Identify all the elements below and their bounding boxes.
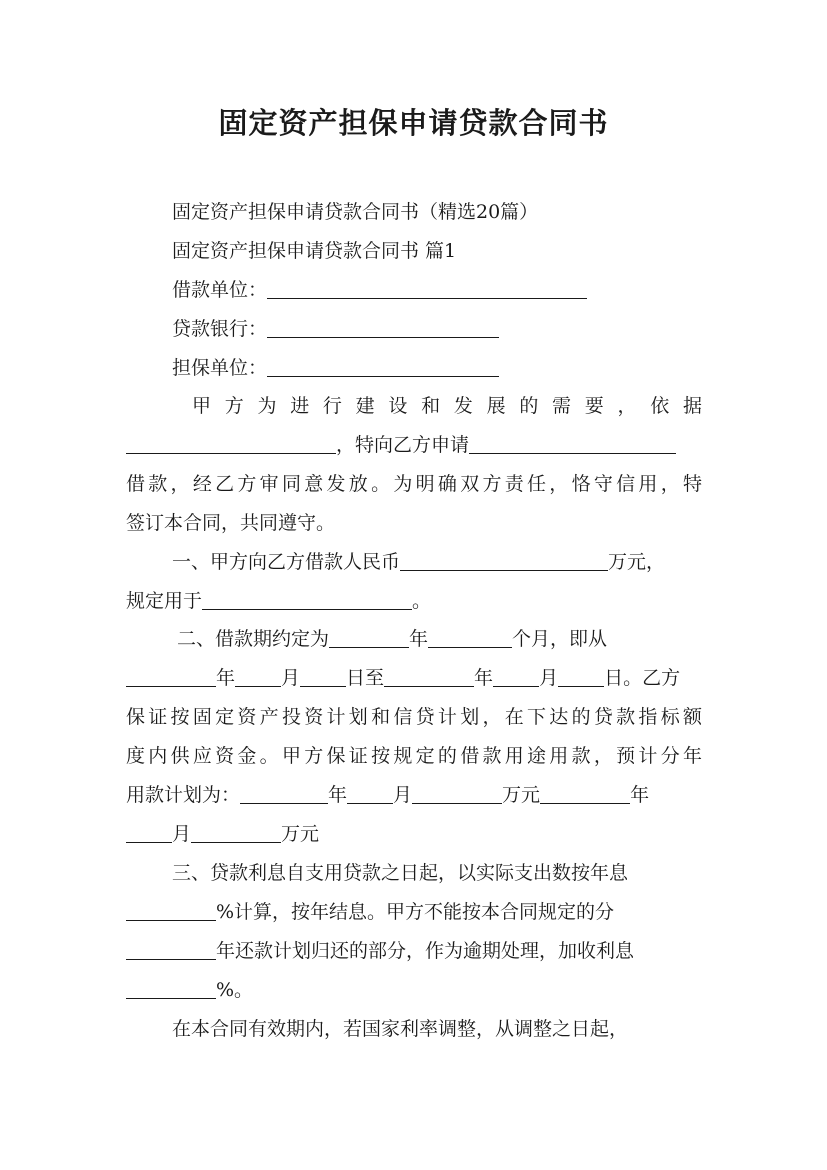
plan-month-1-blank	[347, 783, 393, 804]
clause3-line4-end: %。	[216, 979, 254, 1001]
section-heading: 固定资产担保申请贷款合同书 篇1	[172, 240, 457, 262]
intro-line-2	[126, 432, 702, 458]
intro-line-2-text: ，特向乙方申请	[336, 434, 470, 456]
borrower-blank	[267, 278, 587, 299]
clause2-day-to: 日至	[346, 667, 385, 689]
plan-amount-1-blank	[412, 783, 502, 804]
interest-rate-blank	[126, 900, 216, 921]
clause2-line1-start: 二、借款期约定为	[177, 628, 330, 650]
clause1-line1-end: 万元，	[608, 551, 666, 573]
clause3-line2-end: %计算，按年结息。甲方不能按本合同规定的分	[216, 901, 615, 923]
loan-amount-blank	[400, 550, 608, 571]
clause2-year-2: 年	[216, 667, 236, 689]
clause2-month-3: 月	[393, 784, 413, 806]
clause2-month-4: 月	[172, 823, 192, 845]
term-months-blank	[428, 627, 512, 648]
end-month-blank	[493, 666, 539, 687]
clause1-line-2	[126, 588, 702, 614]
end-year-blank	[384, 666, 474, 687]
plan-amount-2-blank	[191, 822, 281, 843]
clause2-line-5	[126, 782, 702, 808]
start-day-blank	[300, 666, 346, 687]
clause3-line3-end: 年还款计划归还的部分，作为逾期处理，加收利息	[216, 940, 635, 962]
clause3-line-4	[126, 977, 702, 1003]
borrower-line	[172, 277, 712, 303]
intro-line-4: 签订本合同，共同遵守。	[126, 512, 336, 534]
clause2-line-4: 度内供应资金。甲方保证按规定的借款用途用款，预计分年	[126, 745, 702, 767]
clause2-year-3: 年	[474, 667, 494, 689]
clause2-month-2: 月	[539, 667, 559, 689]
clause2-line5-start: 用款计划为：	[126, 784, 241, 806]
lender-line	[172, 316, 712, 342]
plan-year-2-blank	[540, 783, 630, 804]
installment-blank	[126, 939, 216, 960]
clause2-line-1	[177, 626, 707, 652]
guarantor-line	[172, 355, 712, 381]
clause1-line1-start: 一、甲方向乙方借款人民币	[172, 551, 401, 573]
final-line: 在本合同有效期内，若国家利率调整，从调整之日起，	[172, 1018, 629, 1040]
end-day-blank	[558, 666, 604, 687]
clause3-line-1: 三、贷款利息自支用贷款之日起，以实际支出数按年息	[172, 862, 629, 884]
document-title: 固定资产担保申请贷款合同书	[218, 106, 609, 140]
clause2-month-1: 月	[281, 667, 301, 689]
clause1-line-1	[172, 549, 712, 575]
clause3-line-3	[126, 938, 702, 964]
intro-line-3: 借款，经乙方审同意发放。为明确双方责任，恪守信用，特	[126, 473, 702, 495]
basis-blank	[126, 433, 336, 454]
clause2-months-unit: 个月，即从	[512, 628, 608, 650]
intro-line-1: 甲方为进行建设和发展的需要，依据	[192, 395, 702, 417]
guarantor-label: 担保单位：	[172, 357, 268, 379]
penalty-rate-blank	[126, 978, 216, 999]
clause2-year-4: 年	[328, 784, 348, 806]
clause1-line2-end: 。	[412, 590, 432, 612]
borrower-label: 借款单位：	[172, 279, 268, 301]
clause2-year-1: 年	[409, 628, 429, 650]
clause1-line2-start: 规定用于	[126, 590, 203, 612]
term-years-blank	[329, 627, 409, 648]
clause2-year-5: 年	[630, 784, 650, 806]
clause2-line-2	[126, 665, 702, 691]
lender-blank	[267, 317, 499, 338]
start-month-blank	[235, 666, 281, 687]
clause2-wanyuan-2: 万元	[281, 823, 320, 845]
lender-label: 贷款银行：	[172, 318, 268, 340]
guarantor-blank	[267, 356, 499, 377]
plan-month-2-blank	[126, 822, 172, 843]
start-year-blank	[126, 666, 216, 687]
clause3-line-2	[126, 899, 702, 925]
clause2-wanyuan-1: 万元	[502, 784, 541, 806]
clause2-line-3: 保证按固定资产投资计划和信贷计划，在下达的贷款指标额	[126, 706, 702, 728]
clause2-line-6	[126, 821, 702, 847]
plan-year-1-blank	[240, 783, 328, 804]
purpose-blank	[202, 589, 412, 610]
document-subtitle: 固定资产担保申请贷款合同书（精选20篇）	[172, 201, 539, 223]
application-blank	[469, 433, 676, 454]
clause2-line2-end: 日。乙方	[604, 667, 681, 689]
